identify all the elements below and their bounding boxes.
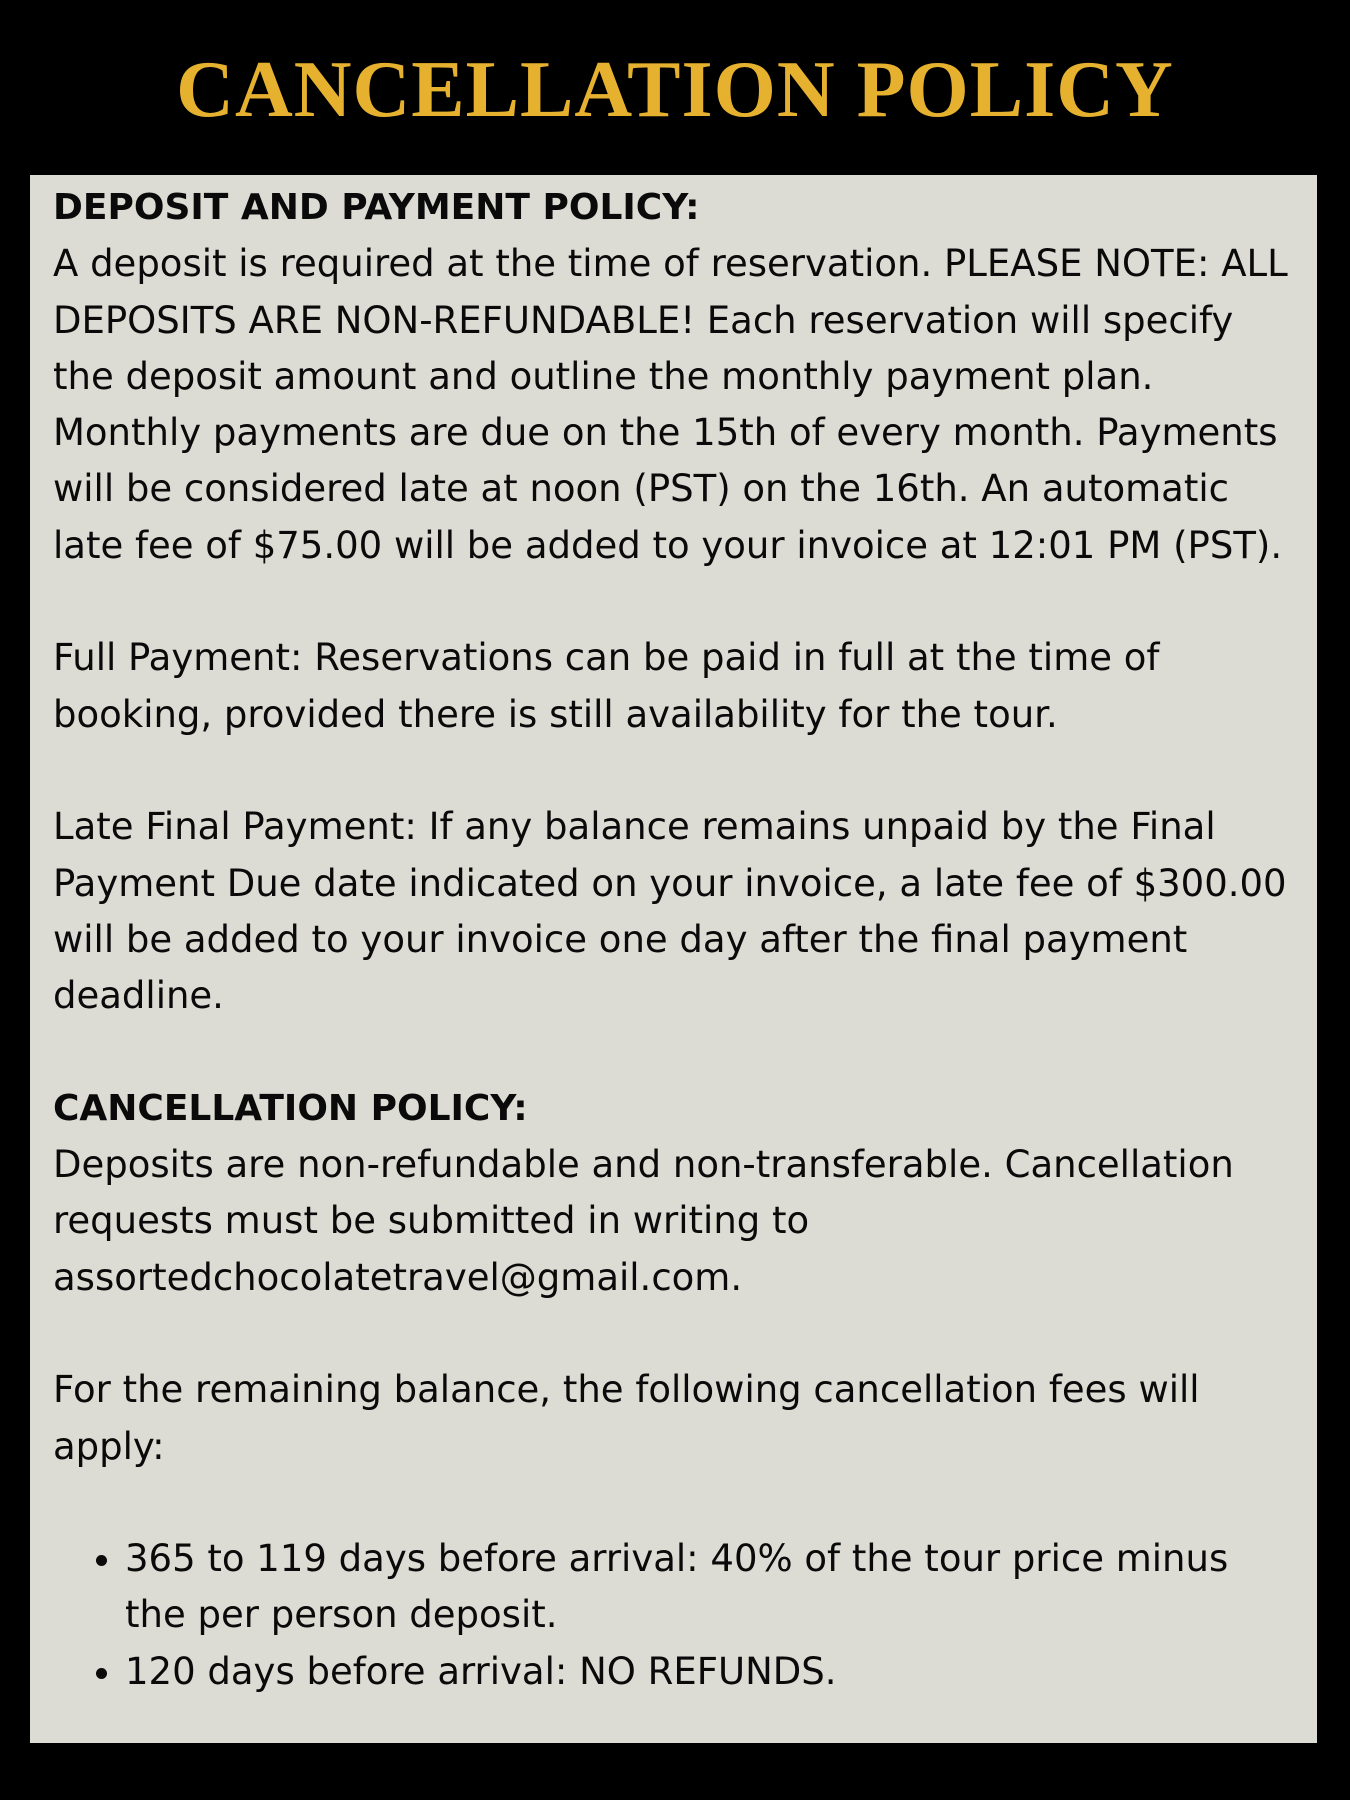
spacer	[53, 1306, 1293, 1362]
cancellation-paragraph: Deposits are non-refundable and non-transferable. Cancellation requests must be submitted in writing to assortedchocolatetravel@gmail.com.	[53, 1143, 1234, 1299]
policy-panel	[30, 175, 1317, 1743]
spacer	[53, 743, 1293, 799]
spacer	[53, 1024, 1293, 1080]
fees-intro-paragraph: For the remaining balance, the following cancellation fees will apply:	[53, 1368, 1200, 1468]
fee-list-item: • 365 to 119 days before arrival: 40% of the tour price minus the per person deposit.	[125, 1531, 1293, 1644]
fee-list	[53, 1531, 1293, 1700]
full-payment-paragraph: Full Payment: Reservations can be paid in full at the time of booking, provided there is still availability for the tour.	[53, 636, 1160, 736]
page-title: CANCELLATION POLICY	[176, 46, 1174, 134]
spacer	[53, 574, 1293, 630]
fee-list-item: • 120 days before arrival: NO REFUNDS.	[125, 1644, 1293, 1700]
deposit-heading: DEPOSIT AND PAYMENT POLICY:	[53, 187, 700, 228]
deposit-paragraph: A deposit is required at the time of reservation. PLEASE NOTE: ALL DEPOSITS ARE NON-REFUNDABLE! Each reservation will specify the deposit amount and outline the monthly payment plan. Monthly payments are due on the 15th of every month. Payments will be considered late at noon (PST) on the 16th. An automatic late fee of $75.00 will be added to your invoice at 12:01 PM (PST).	[53, 242, 1288, 567]
spacer	[53, 1475, 1293, 1531]
cancellation-heading: CANCELLATION POLICY:	[53, 1087, 528, 1129]
late-final-payment-paragraph: Late Final Payment: If any balance remains unpaid by the Final Payment Due date indicated on your invoice, a late fee of $300.00 will be added to your invoice one day after the final payment deadline.	[53, 805, 1287, 1018]
